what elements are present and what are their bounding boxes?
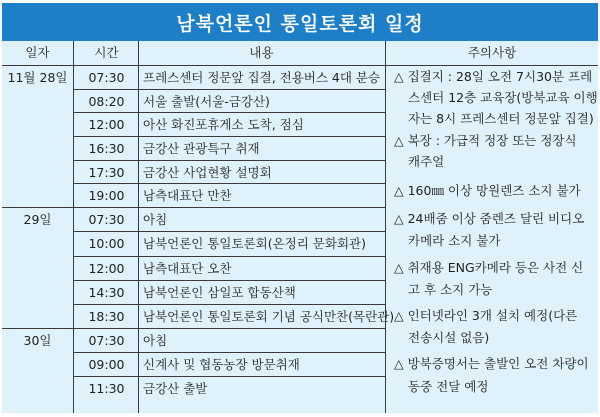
row-divider xyxy=(73,112,385,113)
row-time: 10:00 xyxy=(88,236,125,251)
row-content: 남측대표단 오찬 xyxy=(143,261,232,276)
row-time: 09:00 xyxy=(88,357,125,372)
note-line: △ 24배줌 이상 줌렌즈 달린 비디오 xyxy=(394,211,585,226)
schedule-table xyxy=(2,41,598,413)
row-divider xyxy=(73,183,385,184)
row-time: 12:00 xyxy=(88,117,125,132)
page-title: 남북언론인 통일토론회 일정 xyxy=(176,12,424,35)
row-time: 12:00 xyxy=(88,261,125,276)
column-divider xyxy=(138,41,139,413)
row-time: 11:30 xyxy=(88,381,125,396)
note-line: △ 160㎜ 이상 망원렌즈 소지 불가 xyxy=(394,183,581,198)
row-content: 남북언론인 통일토론회(온정리 문화회관) xyxy=(143,236,366,251)
row-time: 18:30 xyxy=(88,309,125,324)
note-line: △ 복장 : 가급적 정장 또는 정장식 xyxy=(394,133,577,148)
row-divider xyxy=(73,231,385,232)
note-line: △ 방북증명서는 출발인 오전 차량이 xyxy=(394,356,589,371)
row-divider xyxy=(73,280,385,281)
row-content: 서울 출발(서울-금강산) xyxy=(143,94,270,109)
note-line: 동중 전달 예정 xyxy=(408,379,489,394)
title-bar xyxy=(2,3,598,41)
row-divider xyxy=(73,304,385,305)
note-line: △ 집결지 : 28일 오전 7시30분 프레 xyxy=(394,69,593,84)
column-divider xyxy=(73,41,74,413)
row-content: 아침 xyxy=(143,333,168,348)
row-content: 금강산 출발 xyxy=(143,381,208,396)
header-time: 시간 xyxy=(94,45,119,60)
date-day2: 29일 xyxy=(23,212,52,227)
column-divider xyxy=(385,41,386,413)
row-content: 금강산 관광특구 취재 xyxy=(143,141,260,156)
row-divider xyxy=(73,376,385,377)
row-divider xyxy=(73,89,385,90)
note-line: △ 인터넷라인 3개 설치 예정(다른 xyxy=(394,308,578,323)
row-divider xyxy=(73,136,385,137)
date-day3: 30일 xyxy=(23,333,52,348)
date-group-divider xyxy=(2,328,385,329)
note-line: 자는 8시 프레스센터 정문앞 집결) xyxy=(408,111,594,126)
row-content: 아산 화진포휴게소 도착, 점심 xyxy=(143,117,304,132)
note-line: 카메라 소지 불가 xyxy=(408,233,501,248)
header-divider xyxy=(2,65,598,66)
note-line: 전송시설 없음) xyxy=(408,330,490,345)
row-time: 07:30 xyxy=(88,333,125,348)
note-line: 스센터 12층 교육장(방북교육 이행 xyxy=(408,90,598,105)
note-line: 고 후 소지 가능 xyxy=(408,282,493,297)
row-content: 남측대표단 만찬 xyxy=(143,188,232,203)
date-group-divider xyxy=(2,207,385,208)
row-time: 14:30 xyxy=(88,285,125,300)
header-notes: 주의사항 xyxy=(467,45,517,60)
header-content: 내용 xyxy=(249,45,274,60)
header-date: 일자 xyxy=(25,45,50,60)
row-time: 08:20 xyxy=(88,94,125,109)
row-time: 19:00 xyxy=(88,188,125,203)
row-divider xyxy=(73,256,385,257)
row-divider xyxy=(73,352,385,353)
row-time: 07:30 xyxy=(88,70,125,85)
row-content: 아침 xyxy=(143,212,168,227)
row-content: 남북언론인 삼일포 합동산책 xyxy=(143,285,296,300)
row-time: 16:30 xyxy=(88,141,125,156)
row-time: 07:30 xyxy=(88,212,125,227)
row-content: 남북언론인 통일토론회 기념 공식만찬(목란관) xyxy=(143,309,395,324)
row-time: 17:30 xyxy=(88,165,125,180)
date-day1: 11월 28일 xyxy=(7,70,68,85)
row-content: 신계사 및 협동농장 방문취재 xyxy=(143,357,300,372)
row-divider xyxy=(73,160,385,161)
note-line: 캐주얼 xyxy=(408,154,445,169)
row-content: 프레스센터 정문앞 집결, 전용버스 4대 분승 xyxy=(143,70,381,85)
row-content: 금강산 사업현황 설명회 xyxy=(143,165,272,180)
note-line: △ 취재용 ENG카메라 등은 사전 신 xyxy=(394,260,584,275)
